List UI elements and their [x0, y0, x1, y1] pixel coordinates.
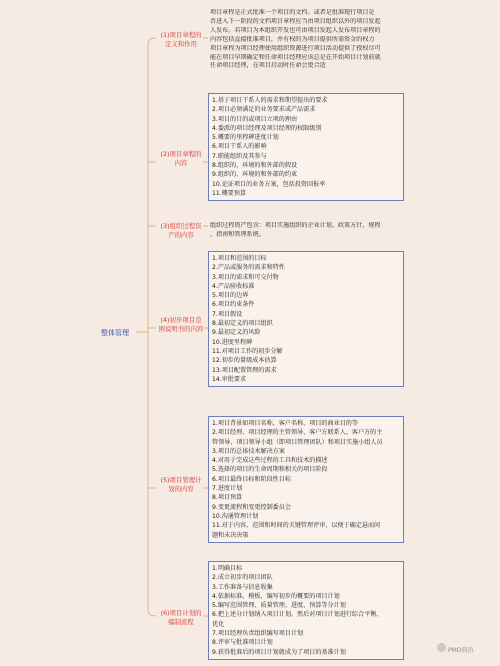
- watermark: PMO前沿: [448, 647, 474, 654]
- content-line: 组织过程资产包含：项目实施组织的企业计划、政策方针、规程: [210, 222, 381, 229]
- content-line: 7.进度计划: [212, 485, 243, 493]
- branch-6-label: (6)项目计划的编制流程: [160, 609, 202, 626]
- content-line: 3.项目的需求和可交付物: [212, 273, 279, 281]
- content-line: 6.项目干系人的影响: [212, 143, 267, 151]
- branch-5-label: (5)项目管理计划的内容: [160, 476, 202, 493]
- content-line: 2.项目必须满足的业务要求或产品需求: [212, 106, 316, 114]
- content-line: 优化: [212, 620, 225, 628]
- content-line: 5.概要的里程碑进度计划: [212, 134, 279, 142]
- root-node: 整体管理: [101, 329, 129, 337]
- content-line: 4.委派的项目经理及项目经理的权限级别: [212, 124, 322, 132]
- branch-3-label: (3)组织过程资产的内容: [160, 222, 202, 239]
- content-line: 6.项目最终目标和阶段性目标: [212, 475, 291, 483]
- branch-1-label: (1)项目章程的定义和作用: [160, 31, 202, 48]
- content-line: 8.组织的、环境的和外部的假设: [212, 162, 298, 170]
- branch-6-box: [208, 561, 404, 660]
- branch-2-label: (2)项目章程的内容: [160, 150, 202, 167]
- content-line: 任命项目经理，在项目启动时任命会更合适: [210, 62, 326, 70]
- content-line: 8.评审与批准项目计划: [212, 639, 273, 647]
- content-line: 6.项目约束条件: [212, 301, 255, 309]
- branch-4-label: (4)初步项目范围说明书的内容: [158, 316, 204, 333]
- content-line: 9.获得批准后的项目计划就成为了项目的基准计划: [212, 648, 346, 656]
- branch-3-content: [210, 222, 406, 240]
- branch-5-box: [208, 416, 404, 543]
- content-line: 能在项目早期确定和任命项目经理应该总是在开始项目计划前就: [210, 53, 381, 61]
- content-line: 11.对项目工作的初步分解: [212, 347, 283, 355]
- watermark-logo-icon: [437, 643, 446, 652]
- content-line: 8.项目预算: [212, 494, 243, 502]
- content-line: 题和未决决策: [212, 531, 249, 539]
- branch-4-box: [208, 251, 404, 387]
- content-line: 5.选择的项目的生命周期和相关的项目阶段: [212, 466, 328, 474]
- content-line: 6.把上述分计划纳入项目计划，然后对项目计划进行综合平衡、: [212, 611, 383, 619]
- content-line: 8.最初定义的项目组织: [212, 320, 273, 328]
- content-line: 1.明确目标: [212, 565, 243, 572]
- content-line: 10.沟通管理计划: [212, 512, 259, 520]
- content-line: 2.项目经理、项目经理的主管领导、客户方联系人、客户方的主: [212, 429, 383, 437]
- content-line: 1.项目背景如项目名称、客户名称、项目的商业目的等: [212, 420, 358, 427]
- content-line: 2.成立初步的项目团队: [212, 574, 273, 582]
- content-line: 7.项目假设: [212, 310, 243, 318]
- content-line: 11.概要预算: [212, 189, 247, 197]
- content-line: 14.审批要求: [212, 375, 247, 383]
- content-line: 9.组织的、环境的和外部的约束: [212, 171, 298, 179]
- content-line: 内容包括直接批准项目，并有权的为项目提供所需资金的权力: [210, 35, 375, 43]
- content-line: 4.产品验收标准: [212, 282, 255, 290]
- content-line: 10.论证项目的业务方案，包括投资回报率: [212, 180, 326, 188]
- branch-1-content: [210, 9, 406, 71]
- content-line: 7.项目经理负责组织编写项目计划: [212, 630, 304, 638]
- content-line: 管领导、项目领导小组（即项目管理团队）和项目实施小组人员: [212, 438, 383, 446]
- content-line: 、指南和管理系统。: [210, 230, 265, 238]
- content-line: 3.项目的总体技术解决方案: [212, 447, 285, 455]
- content-line: 7.职能组织及其参与: [212, 152, 267, 160]
- content-line: 9.变更流程和变更控制委员会: [212, 503, 291, 511]
- content-line: 否进入下一阶段的文档项目章程应当由项目组织以外的项目发起: [210, 17, 381, 25]
- content-line: 3.项目的目的或项目立项的理由: [212, 115, 298, 123]
- content-line: 3.工作准备与信息收集: [212, 583, 273, 591]
- content-line: 11.对于内容、范围和时间的关键管理评审，以便于确定悬而问: [212, 522, 381, 530]
- content-line: 2.产品或服务的需求和特性: [212, 264, 285, 272]
- content-line: 人发布。若项目为本组织开发也可由项目发起人发布项目章程的: [210, 26, 381, 34]
- content-line: 1.基于项目干系人的需求和期望提出的要求: [212, 97, 328, 104]
- content-line: 5.编写范围管理、质量管理、进度、预算等分计划: [212, 602, 346, 610]
- content-line: 4.依据标准、模板，编写初步的概要的项目计划: [212, 592, 340, 600]
- branch-connector: [148, 610, 156, 616]
- content-line: 10.进度里程碑: [212, 338, 253, 346]
- branch-2-box: [208, 93, 404, 201]
- content-line: 项目章程是正式批准一个项目的文档。或者是批准现行项目是: [210, 9, 375, 16]
- content-line: 13.项目配置管理的需求: [212, 366, 277, 374]
- content-line: 9.最初定义的风险: [212, 329, 261, 337]
- content-line: 4.对用于完成这些过程的工具和技术的描述: [212, 457, 328, 465]
- content-line: 1.项目和范围的目标: [212, 255, 267, 262]
- content-line: 5.项目的边界: [212, 292, 249, 300]
- content-line: 12.初步的量级成本估算: [212, 357, 277, 365]
- branch-connector: [148, 38, 156, 44]
- content-line: 项目章程为项目经理使用组织资源进行项目活动提供了授权尽可: [210, 44, 381, 52]
